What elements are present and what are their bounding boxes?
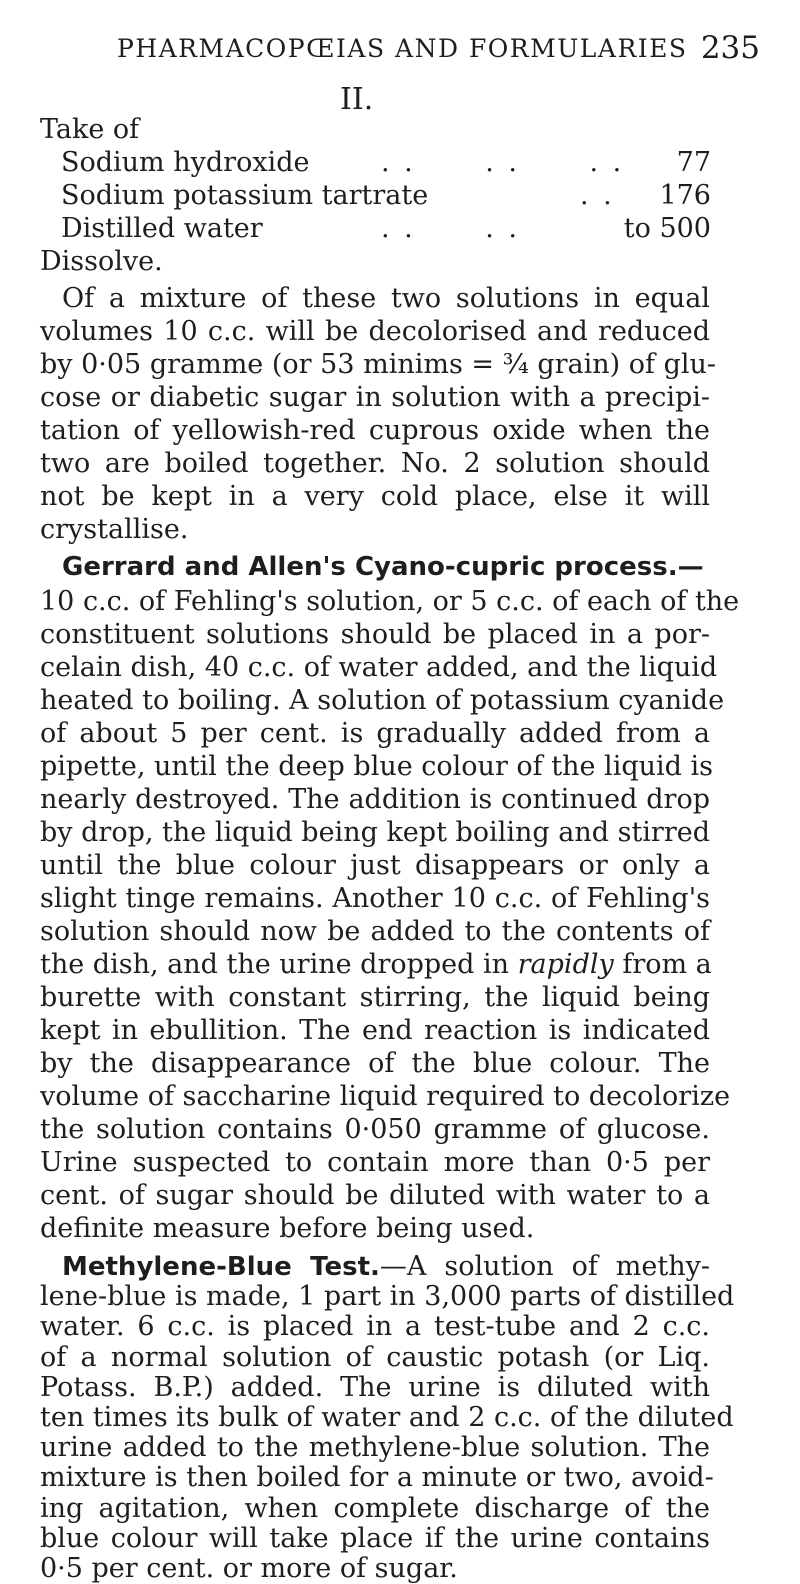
text-line: definite measure before being used. — [40, 1213, 535, 1244]
text-line: constituent solutions should be placed in a por- — [40, 619, 710, 650]
text-line: Urine suspected to contain more than 0·5 per — [40, 1147, 710, 1178]
ingredient-row — [61, 147, 711, 181]
ingredient-row — [61, 180, 711, 214]
text-line: of about 5 per cent. is gradually added from a — [40, 718, 710, 749]
text-line: two are boiled together. No. 2 solution should — [40, 448, 710, 479]
text-line: the solution contains 0·050 gramme of glucose. — [40, 1114, 710, 1145]
text-line: not be kept in a very cold place, else it will — [40, 481, 710, 512]
text-segment: the dish, and the urine dropped in — [40, 949, 510, 980]
text-segment: from a — [622, 949, 712, 980]
ingredient-name: Distilled water — [61, 213, 263, 244]
text-line: cent. of sugar should be diluted with water to a — [40, 1180, 710, 1211]
ingredient-name: Sodium potassium tartrate — [61, 180, 429, 211]
text-line: volumes 10 c.c. will be decolorised and reduced — [40, 316, 710, 347]
text-line: solution should now be added to the contents of — [40, 916, 710, 947]
running-header — [95, 30, 760, 70]
text-line: celain dish, 40 c.c. of water added, and the liquid — [40, 652, 718, 683]
ingredient-name: Sodium hydroxide — [61, 147, 310, 178]
text-line: 10 c.c. of Fehling's solution, or 5 c.c. of each of the — [40, 586, 740, 617]
text-line: kept in ebullition. The end reaction is indicated — [40, 1015, 710, 1046]
leader-dots: . . . . — [381, 213, 520, 244]
page-number: 235 — [700, 30, 760, 66]
ingredient-row — [61, 213, 711, 247]
text-line: slight tinge remains. Another 10 c.c. of Fehling's — [40, 883, 710, 914]
section-number: II. — [340, 82, 374, 117]
text-line: heated to boiling. A solution of potassium cyanide — [40, 685, 725, 716]
text-line: ing agitation, when complete discharge of the — [40, 1492, 710, 1524]
text-line: 0·5 per cent. or more of sugar. — [40, 1553, 458, 1584]
text-line: Of a mixture of these two solutions in equal — [62, 283, 710, 314]
ingredient-quantity: 176 — [659, 180, 711, 211]
section-heading-methylene: Methylene-Blue Test. — [62, 1252, 380, 1282]
recipe-instruction: Dissolve. — [40, 246, 163, 277]
recipe-intro: Take of — [40, 114, 140, 145]
text-line: by drop, the liquid being kept boiling and stirred — [40, 817, 710, 848]
text-line: burette with constant stirring, the liquid being — [40, 982, 710, 1013]
text-line: lene-blue is made, 1 part in 3,000 parts of distilled — [40, 1281, 735, 1313]
running-title: PHARMACOPŒIAS AND FORMULARIES — [117, 34, 688, 63]
text-line: of a normal solution of caustic potash (or Liq. — [40, 1341, 710, 1373]
text-segment: —A solution of methy- — [379, 1251, 710, 1282]
text-line: water. 6 c.c. is placed in a test-tube and 2 c.c. — [40, 1311, 710, 1343]
section-heading-gerrard: Gerrard and Allen's Cyano-cupric process.— — [62, 552, 704, 582]
text-line-with-heading — [62, 1251, 710, 1282]
text-line: blue colour will take place if the urine contains — [40, 1522, 710, 1554]
text-line: ten times its bulk of water and 2 c.c. of the diluted — [40, 1402, 734, 1433]
ingredient-quantity: 77 — [676, 147, 711, 178]
text-line: cose or diabetic sugar in solution with a precipi- — [40, 382, 710, 413]
text-line: by 0·05 gramme (or 53 minims = ¾ grain) of glu- — [40, 349, 717, 380]
leader-dots: . . . . . . — [381, 147, 625, 178]
text-line: mixture is then boiled for a minute or two, avoid- — [40, 1462, 714, 1494]
text-line: nearly destroyed. The addition is continued drop — [40, 784, 710, 815]
text-line: urine added to the methylene-blue solution. The — [40, 1432, 710, 1464]
ingredient-quantity: to 500 — [623, 213, 711, 244]
leader-dots: . . — [580, 180, 615, 211]
text-line-with-italic — [40, 949, 710, 980]
text-line: until the blue colour just disappears or only a — [40, 850, 710, 881]
text-line: Potass. B.P.) added. The urine is diluted with — [40, 1371, 710, 1403]
italic-word: rapidly — [517, 949, 614, 980]
text-line: pipette, until the deep blue colour of the liquid is — [40, 751, 713, 782]
text-line: volume of saccharine liquid required to decolorize — [40, 1081, 731, 1112]
text-line: tation of yellowish-red cuprous oxide when the — [40, 415, 710, 446]
text-line: by the disappearance of the blue colour. The — [40, 1048, 710, 1079]
text-line: crystallise. — [40, 514, 189, 545]
